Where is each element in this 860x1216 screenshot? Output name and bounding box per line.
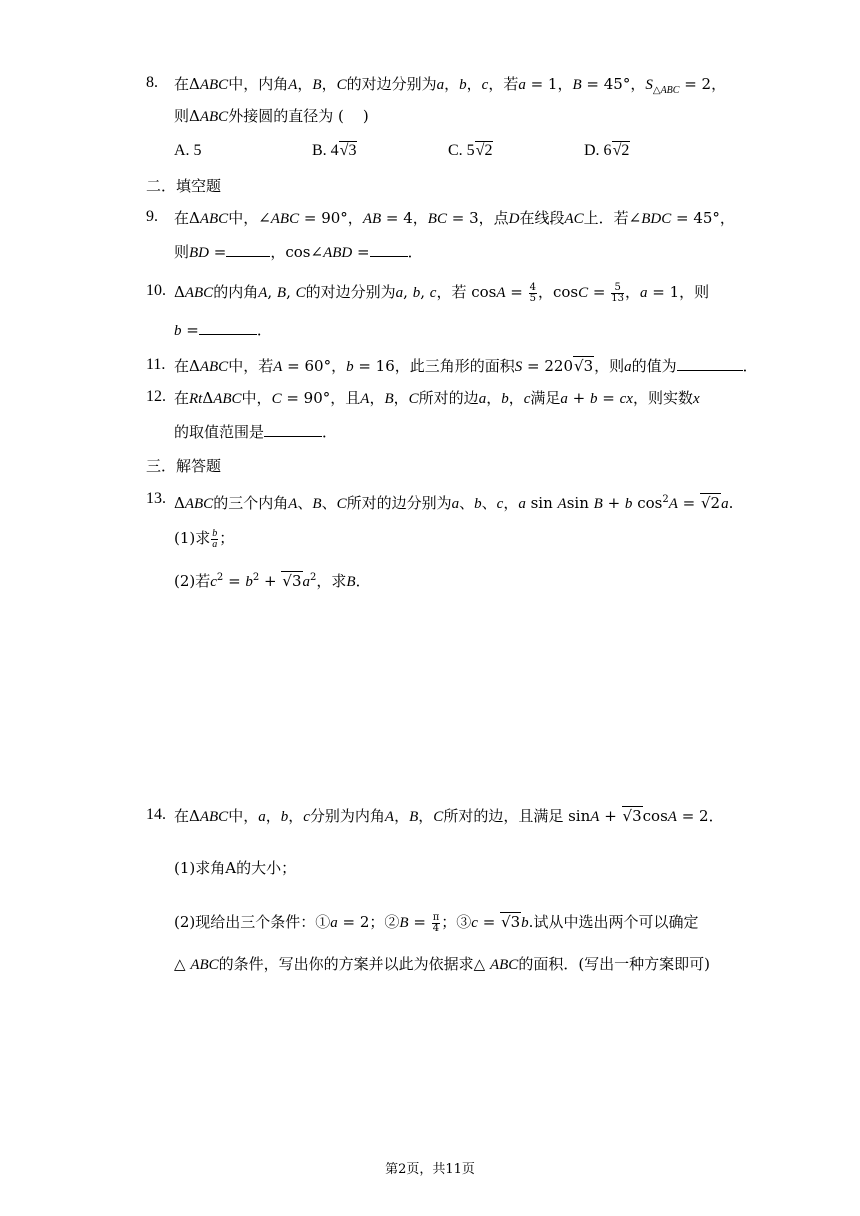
question-9-line-1: 在ΔABC中，∠ABC = 90°，AB = 4，BC = 3，点D在线段AC上．若∠BDC = 45°，: [174, 209, 735, 227]
question-13-part-1: (1)求 $\frac{b}{a}$ ；: [174, 527, 235, 550]
section-heading: 二．填空题: [146, 177, 222, 195]
question-13-part-2: (2)若$c^2 = b^2 + √3a^2$，求B．: [174, 572, 371, 590]
question-number: 13.: [146, 490, 166, 507]
page-footer: 第2页，共11页: [385, 1162, 475, 1177]
question-12-line-2: 的取值范围是 ．: [174, 423, 338, 441]
question-14-line-1: 在ΔABC中，a，b，c分别为内角A，B，C所对的边，且满足 sinA + √3cosA = 2．: [174, 807, 724, 825]
question-number: 10.: [146, 282, 166, 299]
section-heading: 三．解答题: [146, 457, 222, 475]
question-8-line-2: 则ΔABC外接圆的直径为 ( ): [174, 107, 369, 125]
question-14-part-2: (2)现给出三个条件：①a = 2；②B = $\frac{\pi}{4}$ ；③c = √3b.试从中选出两个可以确定: [174, 911, 699, 934]
question-9-line-2: 则BD = ，cos∠ABD = ．: [174, 243, 423, 261]
question-number: 12.: [146, 388, 166, 405]
question-8-line-1: 在ΔABC中，内角A，B，C的对边分别为a，b，c，若a = 1，B = 45°，$S_{\triangle ABC} = 2$，: [174, 75, 727, 96]
question-12-line-1: 在RtΔABC中，C = 90°，且A，B，C所对的边a，b，c满足a + b = cx，则实数x: [174, 389, 700, 407]
question-14-part-2-continued: △ ABC的条件，写出你的方案并以此为依据求△ ABC的面积．(写出一种方案即可): [174, 955, 711, 973]
option-c: C. 5√2: [448, 142, 493, 159]
question-10-line-1: ΔABC的内角A, B, C的对边分别为a, b, c，若 cosA = $\frac{4}{5}$ ，cosC = $\frac{5}{13}$ ，a = 1，则: [174, 281, 710, 304]
option-a: A. 5: [174, 142, 202, 159]
question-number: 14.: [146, 806, 166, 823]
question-14-part-1: (1)求角A的大小；: [174, 859, 297, 877]
question-number: 9.: [146, 208, 158, 225]
question-number: 11.: [146, 356, 166, 373]
question-11-line-1: 在ΔABC中，若A = 60°，b = 16，此三角形的面积S = 220√3，则a的值为 ．: [174, 357, 758, 375]
option-b: B. 4√3: [312, 142, 357, 159]
question-10-line-2: b = ．: [174, 321, 272, 339]
question-number: 8.: [146, 74, 158, 91]
question-13-line-1: ΔABC的三个内角A、B、C所对的边分别为a、b、c，a sin Asin B + b $\cos^2A = √2a$.: [174, 494, 734, 512]
option-d: D. 6√2: [584, 142, 630, 159]
